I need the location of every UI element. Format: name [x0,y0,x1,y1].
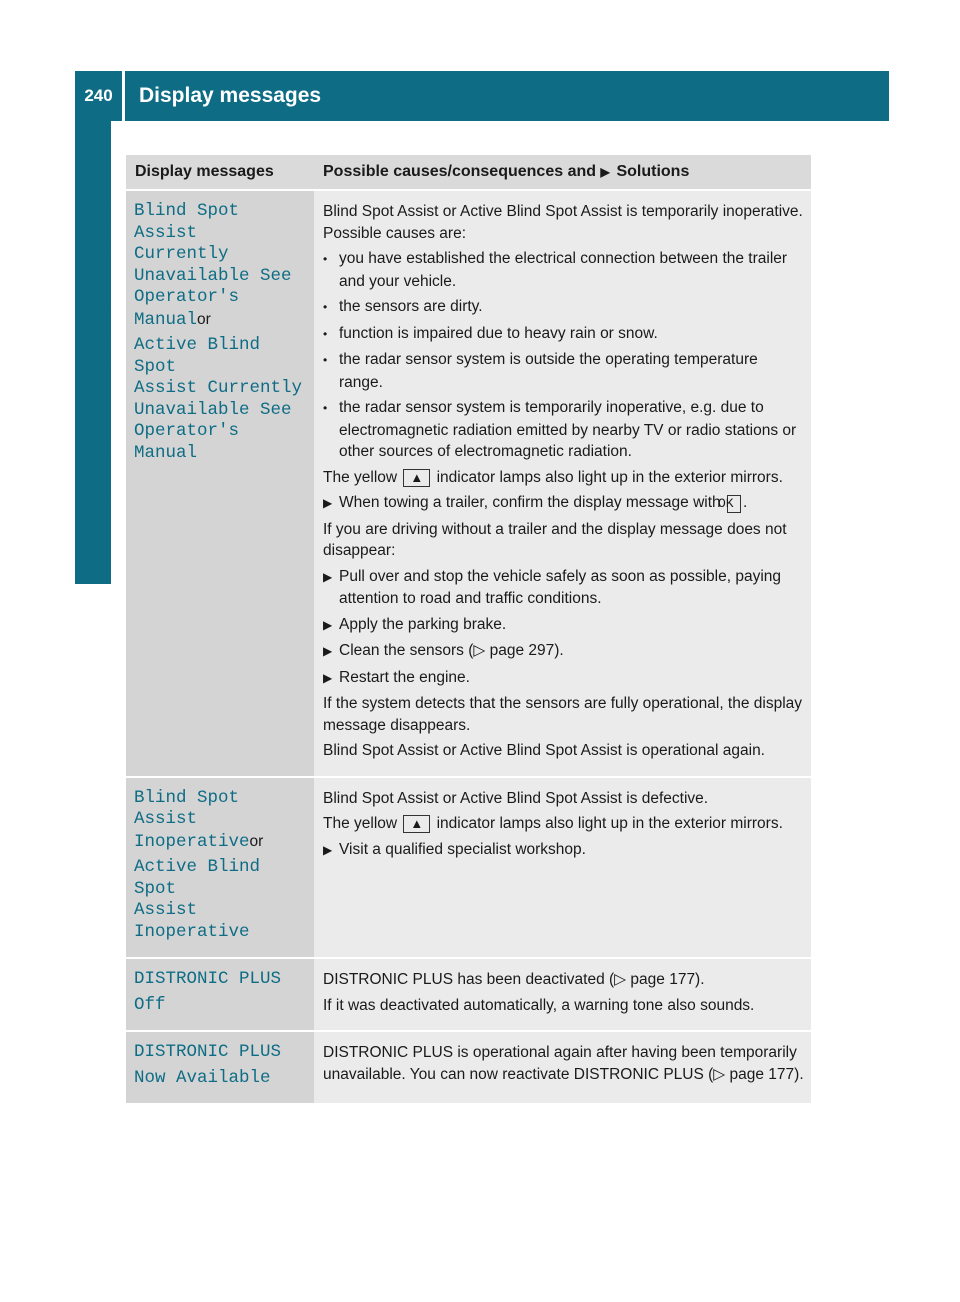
col-header-causes-text: Possible causes/consequences and [323,163,597,180]
yellow-lamp-note [323,813,805,835]
step-arrow-icon: ▶ [323,644,333,658]
step-arrow-icon: ▶ [323,617,333,632]
message-line: Assist Currently [134,378,303,398]
cause-item [323,296,805,319]
message-cell [126,1031,314,1103]
display-message [134,335,310,464]
cause-text: you have established the electrical connection between the trailer and your vehicle. [339,250,788,290]
step-arrow-icon: ▶ [600,165,610,179]
message-cell [126,190,314,777]
cause-text: the radar sensor system is temporarily inoperative, e.g. due to electromagnetic radiation emitted by nearby TV or radio stations or other sources of electromagnetic radiation. [339,399,797,460]
header-title: Display messages [139,84,322,107]
ok-button-icon: OK [727,495,741,513]
display-messages-table [126,155,811,1103]
driving-note: If you are driving without a trailer and the display message does not disappear: [323,520,787,559]
step-arrow-icon: ▶ [323,569,333,584]
step-item [323,492,805,515]
message-line: Active Blind Spot [134,335,261,377]
step-arrow-icon: ▶ [323,496,333,510]
solution-cell [314,190,811,777]
display-message [134,969,310,1016]
step-text: Pull over and stop the vehicle safely as soon as possible, paying attention to road and traffic conditions. [339,567,782,607]
cause-text: function is impaired due to heavy rain or snow. [339,324,658,342]
solution-cell [314,1031,811,1103]
display-message [134,1042,310,1089]
message-cell [126,958,314,1031]
step-text: Clean the sensors (▷ page 297). [339,642,564,659]
col-header-causes [314,155,811,190]
step-text: Apply the parking brake. [339,615,507,633]
message-line: Operator's Manual [134,421,240,463]
step-item [323,839,805,862]
detect-note: If the system detects that the sensors are fully operational, the display message disappears. [323,695,803,734]
step-arrow-icon: ▶ [323,842,333,857]
message-line: Currently [134,244,229,264]
message-line: DISTRONIC PLUS [134,1042,282,1062]
message-line: Unavailable See [134,399,292,420]
bullet-icon: • [323,353,328,367]
message-line: Active Blind Spot [134,857,261,899]
step-text: When towing a trailer, confirm the display message with [339,494,721,511]
note-text: The yellow [323,815,398,832]
message-cell [126,777,314,959]
side-label: On-board computer and displays [88,185,111,515]
message-line: Operator's Manual [134,287,240,330]
deactivated-note: DISTRONIC PLUS has been deactivated (▷ page 177). [323,971,705,988]
table-row [126,777,811,959]
table-header-row [126,155,811,190]
message-line: Now Available [134,1067,271,1088]
message-line: Off [134,994,166,1015]
yellow-lamp-note [323,467,805,489]
solution-cell [314,958,811,1031]
step-text: Visit a qualified specialist workshop. [339,840,586,858]
warning-triangle-icon: ▲ [403,815,430,833]
cause-item [323,323,805,346]
step-text: Restart the engine. [339,668,470,686]
note-text: The yellow [323,468,398,486]
message-line: Inoperative [134,831,250,852]
step-item [323,640,805,663]
step-text: . [742,494,748,511]
cause-item [323,397,805,463]
or-label: or [249,832,264,850]
col-header-solutions-text: Solutions [616,163,690,180]
cause-intro: Blind Spot Assist or Active Blind Spot Assist is temporarily inoperative. Possible causes are: [323,203,803,242]
message-line: DISTRONIC PLUS [134,969,282,989]
col-header-messages: Display messages [126,155,314,190]
display-message [134,788,310,854]
available-note: DISTRONIC PLUS is operational again after having been temporarily unavailable. You can now reactivate DISTRONIC PLUS (▷ page 177). [323,1044,804,1083]
message-line: Assist Inoperative [134,900,250,942]
message-line: Blind Spot Assist [134,201,240,243]
defective-note: Blind Spot Assist or Active Blind Spot Assist is defective. [323,789,709,807]
step-arrow-icon: ▶ [323,670,333,685]
bullet-icon: • [323,401,328,415]
display-message [134,201,310,331]
message-line: Blind Spot Assist [134,787,240,829]
or-label: or [197,310,211,328]
step-item [323,667,805,690]
solution-cell [314,777,811,959]
table-row [126,958,811,1031]
display-message [134,857,310,943]
page-number: 240 [75,71,125,121]
warning-tone-note: If it was deactivated automatically, a warning tone also sounds. [323,996,755,1014]
step-item [323,614,805,637]
bullet-icon: • [323,252,328,266]
note-text: indicator lamps also light up in the exterior mirrors. [436,815,783,832]
step-item [323,566,805,610]
warning-triangle-icon: ▲ [403,469,430,487]
bullet-icon: • [323,326,328,341]
cause-text: the radar sensor system is outside the operating temperature range. [339,351,758,391]
page-header [75,71,889,121]
table-row [126,190,811,777]
note-text: indicator lamps also light up in the exterior mirrors. [436,468,783,486]
message-line: Unavailable See [134,265,292,286]
operational-note: Blind Spot Assist or Active Blind Spot Assist is operational again. [323,742,765,759]
table-row [126,1031,811,1103]
bullet-icon: • [323,300,328,314]
cause-item [323,349,805,393]
cause-text: the sensors are dirty. [339,298,483,315]
cause-item [323,248,805,292]
